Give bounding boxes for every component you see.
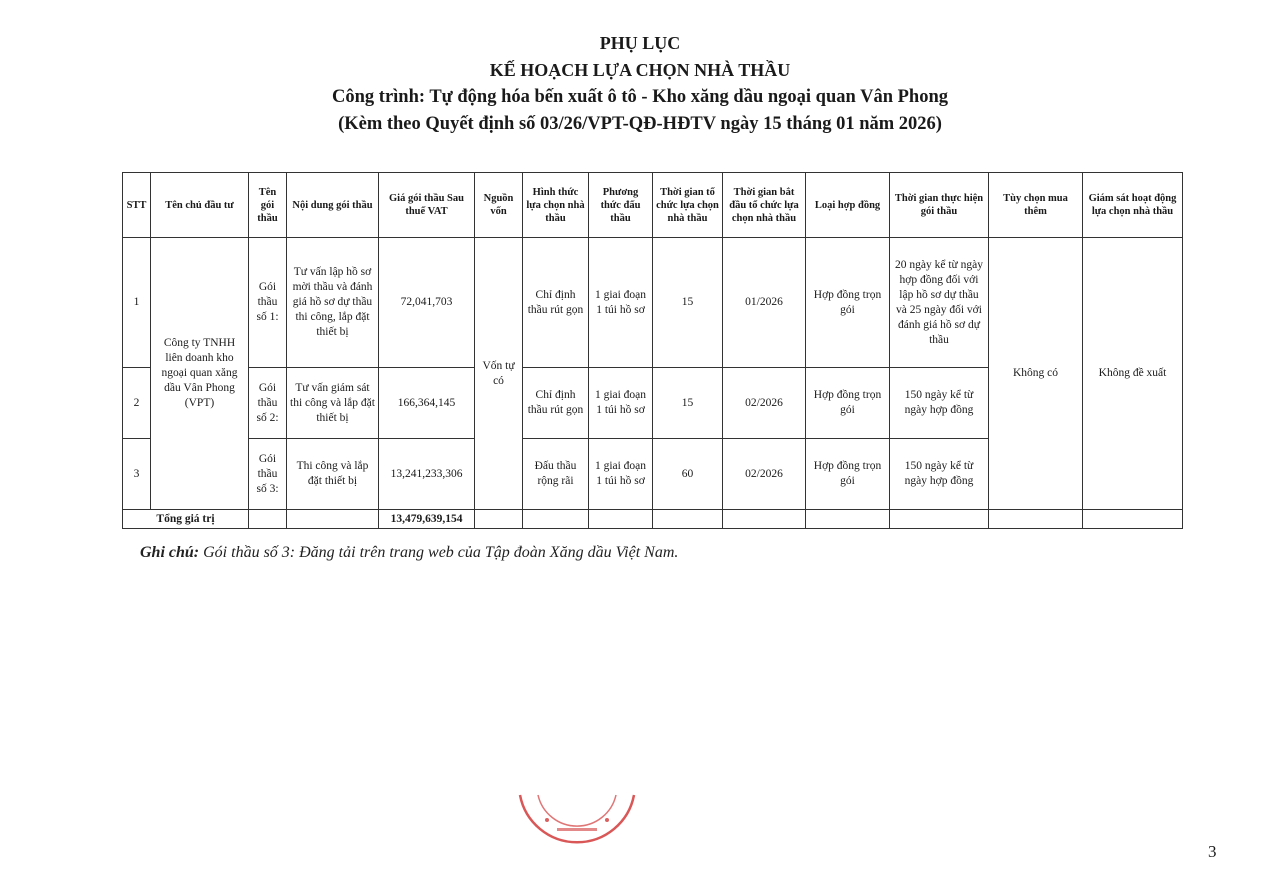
form-cell: Chỉ định thầu rút gọn <box>523 238 589 368</box>
investor-cell: Công ty TNHH liên doanh kho ngoại quan xăng dầu Vân Phong (VPT) <box>151 238 249 510</box>
empty-cell <box>653 510 723 529</box>
table-header-row <box>123 173 1183 238</box>
col-header: Tùy chọn mua thêm <box>989 173 1083 238</box>
stt-cell: 3 <box>123 439 151 510</box>
footnote <box>140 544 678 562</box>
footnote-text: Gói thầu số 3: Đăng tải trên trang web của Tập đoàn Xăng dầu Việt Nam. <box>199 544 679 561</box>
footnote-label: Ghi chú: <box>140 544 200 561</box>
empty-cell <box>589 510 653 529</box>
empty-cell <box>249 510 287 529</box>
empty-cell <box>989 510 1083 529</box>
price-cell: 13,241,233,306 <box>379 439 475 510</box>
contract-cell: Hợp đồng trọn gói <box>806 238 890 368</box>
funding-cell: Vốn tự có <box>475 238 523 510</box>
exec-time-cell: 150 ngày kể từ ngày hợp đồng <box>890 439 989 510</box>
contract-cell: Hợp đồng trọn gói <box>806 439 890 510</box>
col-header: Thời gian tổ chức lựa chọn nhà thầu <box>653 173 723 238</box>
empty-cell <box>1083 510 1183 529</box>
method-cell: 1 giai đoạn 1 túi hồ sơ <box>589 238 653 368</box>
total-value: 13,479,639,154 <box>379 510 475 529</box>
appendix-title: PHỤ LỤC <box>599 33 681 53</box>
empty-cell <box>890 510 989 529</box>
stt-cell: 2 <box>123 368 151 439</box>
form-cell: Chỉ định thầu rút gọn <box>523 368 589 439</box>
col-header: Thời gian bắt đầu tổ chức lựa chọn nhà thầu <box>723 173 806 238</box>
price-cell: 166,364,145 <box>379 368 475 439</box>
method-cell: 1 giai đoạn 1 túi hồ sơ <box>589 368 653 439</box>
col-header: Tên chủ đầu tư <box>151 173 249 238</box>
company-seal <box>512 790 642 850</box>
exec-time-cell: 150 ngày kể từ ngày hợp đồng <box>890 368 989 439</box>
start-cell: 02/2026 <box>723 439 806 510</box>
package-cell: Gói thầu số 1: <box>249 238 287 368</box>
content-cell: Thi công và lắp đặt thiết bị <box>287 439 379 510</box>
decision-reference: (Kèm theo Quyết định số 03/26/VPT-QĐ-HĐTV ngày 15 tháng 01 năm 2026) <box>338 114 942 134</box>
contractor-selection-table <box>122 172 1183 529</box>
empty-cell <box>806 510 890 529</box>
package-cell: Gói thầu số 2: <box>249 368 287 439</box>
package-cell: Gói thầu số 3: <box>249 439 287 510</box>
col-header: STT <box>123 173 151 238</box>
duration-cell: 60 <box>653 439 723 510</box>
seal-stamp-icon <box>512 790 642 850</box>
total-label: Tổng giá trị <box>123 510 249 529</box>
col-header: Nguồn vốn <box>475 173 523 238</box>
price-cell: 72,041,703 <box>379 238 475 368</box>
col-header: Giá gói thầu Sau thuế VAT <box>379 173 475 238</box>
col-header: Nội dung gói thầu <box>287 173 379 238</box>
col-header: Tên gói thầu <box>249 173 287 238</box>
plan-title: KẾ HOẠCH LỰA CHỌN NHÀ THẦU <box>489 60 791 80</box>
total-row <box>123 510 1183 529</box>
content-cell: Tư vấn lập hồ sơ mời thầu và đánh giá hồ sơ dự thầu thi công, lắp đặt thiết bị <box>287 238 379 368</box>
empty-cell <box>475 510 523 529</box>
start-cell: 01/2026 <box>723 238 806 368</box>
table-row <box>123 238 1183 368</box>
content-cell: Tư vấn giám sát thi công và lắp đặt thiết bị <box>287 368 379 439</box>
document-header <box>0 30 1280 138</box>
page-number: 3 <box>1208 842 1217 861</box>
method-cell: 1 giai đoạn 1 túi hồ sơ <box>589 439 653 510</box>
form-cell: Đấu thầu rộng rãi <box>523 439 589 510</box>
col-header: Giám sát hoạt động lựa chọn nhà thầu <box>1083 173 1183 238</box>
empty-cell <box>287 510 379 529</box>
col-header: Phương thức đấu thầu <box>589 173 653 238</box>
duration-cell: 15 <box>653 368 723 439</box>
stt-cell: 1 <box>123 238 151 368</box>
option-cell: Không có <box>989 238 1083 510</box>
duration-cell: 15 <box>653 238 723 368</box>
supervision-cell: Không đề xuất <box>1083 238 1183 510</box>
empty-cell <box>723 510 806 529</box>
col-header: Thời gian thực hiện gói thầu <box>890 173 989 238</box>
project-title: Công trình: Tự động hóa bến xuất ô tô - Kho xăng dầu ngoại quan Vân Phong <box>332 87 948 107</box>
col-header: Loại hợp đồng <box>806 173 890 238</box>
empty-cell <box>523 510 589 529</box>
col-header: Hình thức lựa chọn nhà thầu <box>523 173 589 238</box>
contract-cell: Hợp đồng trọn gói <box>806 368 890 439</box>
exec-time-cell: 20 ngày kể từ ngày hợp đồng đối với lập hồ sơ dự thầu và 25 ngày đối với đánh giá hồ sơ dự thầu <box>890 238 989 368</box>
start-cell: 02/2026 <box>723 368 806 439</box>
